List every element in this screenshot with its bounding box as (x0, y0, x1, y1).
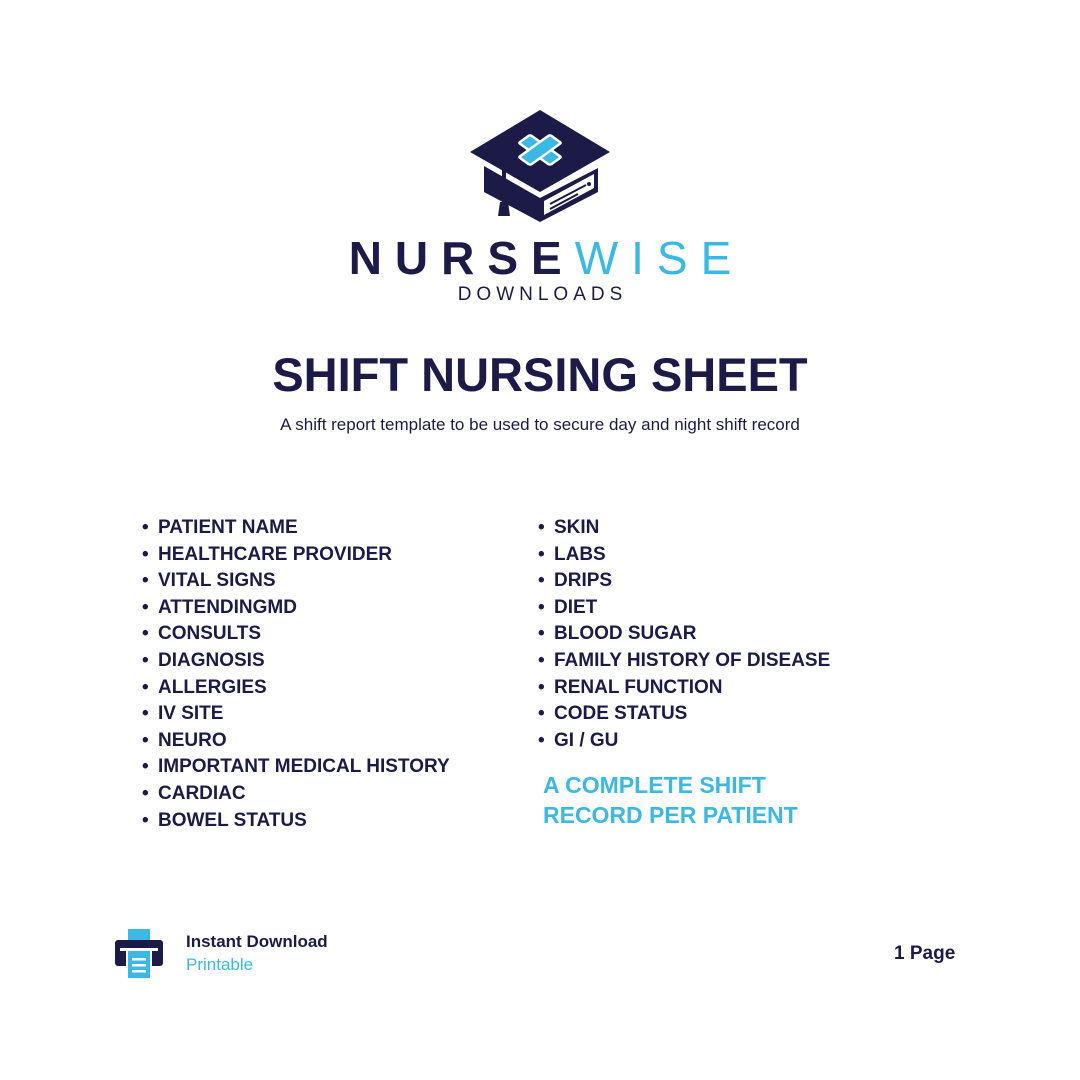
page-count: 1 Page (894, 943, 956, 964)
list-item: • CARDIAC (142, 782, 246, 804)
list-item: • CONSULTS (142, 623, 262, 645)
list-item: • DIAGNOSIS (142, 649, 265, 671)
list-item: • FAMILY HISTORY OF DISEASE (538, 649, 831, 671)
list-item: • HEALTHCARE PROVIDER (142, 543, 392, 565)
list-item: • BLOOD SUGAR (538, 623, 697, 645)
page-title: SHIFT NURSING SHEET (272, 348, 808, 401)
list-item: • IMPORTANT MEDICAL HISTORY (142, 756, 450, 778)
brand-name-part1: NURSE (348, 232, 575, 284)
list-item: • ALLERGIES (142, 676, 267, 698)
page-subtitle: A shift report template to be used to secure day and night shift record (280, 415, 800, 434)
printer-icon (114, 928, 164, 980)
list-item: • NEURO (142, 729, 227, 751)
list-item: • LABS (538, 543, 606, 565)
tagline-line2: RECORD PER PATIENT (543, 802, 798, 828)
list-item: • DRIPS (538, 570, 613, 592)
brand-subtitle: DOWNLOADS (457, 284, 628, 305)
list-item: • RENAL FUNCTION (538, 676, 723, 698)
tagline-line1: A COMPLETE SHIFT (543, 772, 766, 798)
brand-name-part2: WISE (574, 232, 745, 284)
list-item: • SKIN (538, 517, 600, 538)
feature-list-left (142, 515, 450, 834)
list-item: • CODE STATUS (538, 703, 688, 725)
brand-name (0, 232, 1080, 284)
list-item: • ATTENDINGMD (142, 596, 297, 618)
list-item: • DIET (538, 596, 598, 618)
list-item: • PATIENT NAME (142, 517, 298, 538)
download-title: Instant Download (186, 932, 328, 951)
feature-list-right (538, 515, 830, 754)
list-item: • IV SITE (142, 703, 224, 725)
list-item: • GI / GU (538, 729, 619, 751)
list-item: • BOWEL STATUS (142, 809, 307, 831)
download-subtitle: Printable (186, 955, 254, 974)
list-item: • VITAL SIGNS (142, 570, 276, 592)
tagline (543, 770, 863, 830)
logo-mark (468, 108, 612, 224)
